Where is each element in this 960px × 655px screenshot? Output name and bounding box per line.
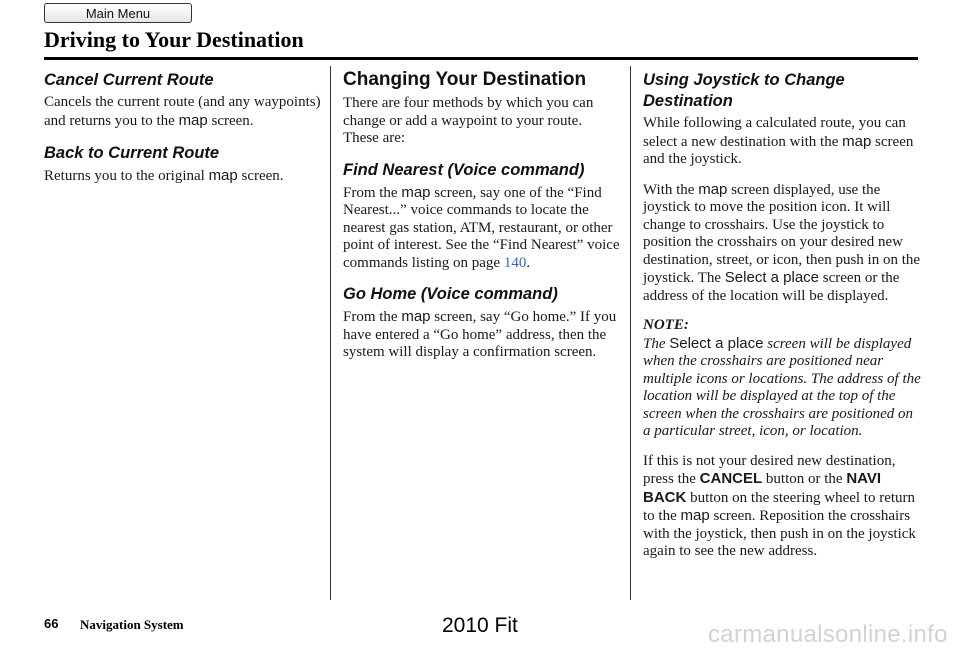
- changing-destination-heading: Changing Your Destination: [343, 69, 587, 90]
- cancel-route-text: Cancels the current route (and any waypoints) and returns you to the map screen.: [44, 94, 321, 129]
- page-title: Driving to Your Destination: [44, 27, 304, 52]
- map-term: map: [698, 180, 728, 198]
- map-term: map: [842, 132, 872, 150]
- back-route-heading: Back to Current Route: [44, 144, 220, 162]
- column-divider: [330, 66, 331, 600]
- changing-destination-text: There are four methods by which you can change or add a waypoint to your route. These are:: [343, 95, 594, 146]
- map-term: map: [178, 111, 208, 129]
- map-term: map: [401, 308, 431, 325]
- cancel-button-term: CANCEL: [699, 470, 763, 487]
- go-home-text: From the map screen, say “Go home.” If you have entered a “Go home” address, then the system will display a confirmation screen.: [343, 308, 617, 360]
- column-middle: [343, 66, 621, 362]
- watermark: carmanualsonline.info: [708, 621, 948, 648]
- column-right: [643, 66, 923, 561]
- main-menu-button[interactable]: Main Menu: [44, 3, 192, 23]
- map-term: map: [401, 183, 431, 201]
- joystick-paragraph-2: With the map screen displayed, use the joystick to move the position icon. It will change to crosshairs. Use the joystick to position the crosshairs on your desired new destination, street, or icon, then push in on the joystick. The Select a place screen or the address of the location will be displayed.: [643, 180, 921, 304]
- page-link[interactable]: 140: [503, 254, 527, 271]
- joystick-paragraph-1: While following a calculated route, you can select a new destination with the map screen and the joystick.: [643, 115, 914, 167]
- select-place-term: Select a place: [724, 269, 820, 286]
- cancel-route-heading: Cancel Current Route: [44, 71, 214, 89]
- map-term: map: [680, 507, 710, 524]
- back-route-text: Returns you to the original map screen.: [44, 167, 284, 184]
- find-nearest-heading: Find Nearest (Voice command): [343, 160, 585, 179]
- model-label: 2010 Fit: [442, 614, 518, 637]
- joystick-heading: Using Joystick to Change Destination: [643, 71, 845, 110]
- column-divider: [630, 66, 631, 600]
- column-left: [44, 66, 324, 186]
- page-number: 66: [44, 616, 59, 631]
- note-text: The Select a place screen will be displayed when the crosshairs are positioned near multiple icons or locations. The address of the location will be displayed at the top of the screen when the crosshairs are positioned on a particular street, icon, or location.: [643, 334, 921, 439]
- navi-back-term: NAVI BACK: [643, 470, 882, 506]
- section-name: Navigation System: [80, 617, 184, 632]
- select-place-term: Select a place: [669, 334, 764, 352]
- map-term: map: [208, 167, 238, 184]
- find-nearest-text: From the map screen, say one of the “Find Nearest...” voice commands to locate the nearest gas station, ATM, restaurant, or other point of interest. See the “Find Nearest” voice commands listing on page 140.: [343, 183, 620, 271]
- title-divider: [44, 57, 918, 60]
- go-home-heading: Go Home (Voice command): [343, 285, 558, 303]
- note-heading: NOTE:: [643, 317, 689, 333]
- joystick-paragraph-3: If this is not your desired new destination, press the CANCEL button or the NAVI BACK button on the steering wheel to return to the map screen. Reposition the crosshairs with the joystick, then push in on the joystick again to see the new address.: [643, 452, 916, 559]
